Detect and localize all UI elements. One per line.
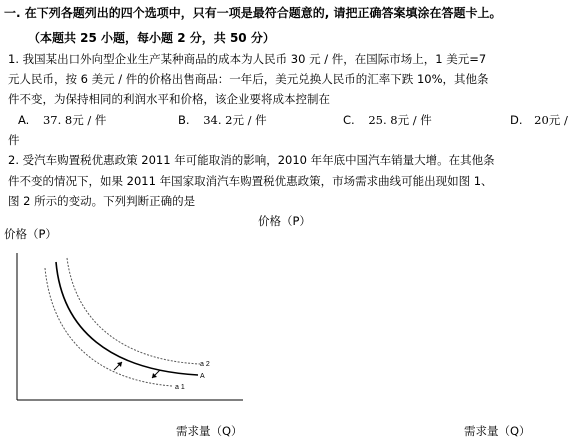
q1-option-a-text: 37. 8元 / 件 bbox=[42, 113, 107, 127]
shift-arrow-inward bbox=[152, 370, 160, 378]
q1-line-2: 元人民币，按 6 美元 / 件的价格出售商品：一年后，美元兑换人民币的汇率下跌 10%，其他条 bbox=[8, 72, 489, 86]
section-heading: 一. 在下列各题列出的四个选项中，只有一项是最符合题意的, 请把正确答案填涂在答题卡上。 bbox=[4, 6, 502, 20]
figure2-x-axis-label: 需求量（Q） bbox=[464, 424, 531, 438]
figure2-y-axis-label: 价格（P） bbox=[258, 214, 311, 228]
q1-line-3: 件不变，为保持相同的利润水平和价格，该企业要将成本控制在 bbox=[8, 92, 330, 106]
demand-curve-a bbox=[56, 262, 198, 375]
q1-option-c-label: C. bbox=[343, 113, 355, 127]
q1-option-c-text: 25. 8元 / 件 bbox=[368, 113, 432, 127]
q1-option-b-text: 34. 2元 / 件 bbox=[203, 113, 267, 127]
shift-arrow-outward bbox=[114, 362, 122, 370]
curve-label-a2: a 2 bbox=[200, 361, 210, 368]
q2-line-2: 件不变的情况下，如果 2011 年国家取消汽车购置税优惠政策，市场需求曲线可能出现如图 1、 bbox=[8, 174, 493, 188]
q1-line-1: 1. 我国某出口外向型企业生产某种商品的成本为人民币 30 元 / 件，在国际市场上，1 美元=7 bbox=[8, 52, 487, 66]
q2-line-3: 图 2 所示的变动。下列判断正确的是 bbox=[8, 194, 196, 208]
q2-line-1: 2. 受汽车购置税优惠政策 2011 年可能取消的影响，2010 年年底中国汽车销量大增。在其他条 bbox=[8, 153, 495, 167]
q1-option-d-wrap: 件 bbox=[8, 133, 20, 147]
section-subheading: （本题共 25 小题，每小题 2 分，共 50 分） bbox=[28, 31, 275, 45]
curve-label-a1: a 1 bbox=[175, 384, 185, 391]
figure1-y-axis-label: 价格（P） bbox=[4, 227, 57, 241]
q1-option-d-text: 20元 / bbox=[534, 113, 568, 127]
figure1-x-axis-label: 需求量（Q） bbox=[176, 424, 243, 438]
q1-option-b-label: B. bbox=[178, 113, 190, 127]
curve-label-a: A bbox=[200, 373, 205, 380]
q1-option-a-label: A. bbox=[18, 113, 30, 127]
demand-curve-a2 bbox=[67, 258, 200, 364]
q1-option-d-label: D. bbox=[510, 113, 523, 127]
